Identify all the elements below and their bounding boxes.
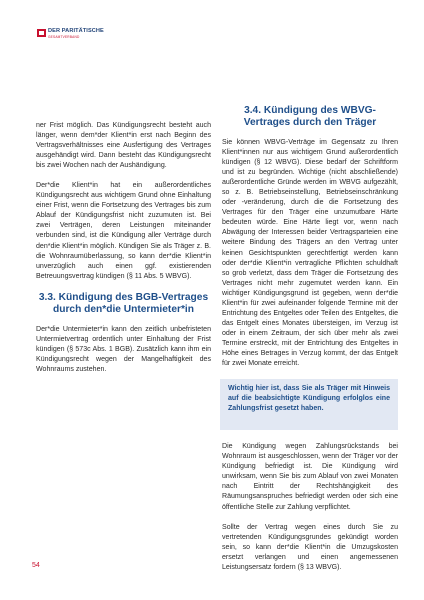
logo-name: DER PARITÄTISCHE: [48, 28, 104, 34]
body-paragraph: ner Frist möglich. Das Kündigungsrecht besteht auch länger, wenn dem*der Klient*in erst nach Beginn des Vertragsverhältnisses eine Ausfertigung des Vertrages ausgehändigt wird. Dann besteht das Kündigungsrecht bis zwei Wochen nach der Aushändigung.: [36, 122, 211, 170]
logo: [37, 28, 104, 39]
body-paragraph: Sollte der Vertrag wegen eines durch Sie zu vertretenden Kündigungsgrundes gekündigt worden sein, so kann der*die Klient*in die Umzugskosten ersetzt verlangen und einen angemessenen Leistungsersatz fordern (§ 13 WBVG).: [222, 523, 398, 571]
section-heading-3-4: 3.4. Kündigung des WBVG-Vertrages durch den Träger: [243, 105, 377, 128]
page-number: 54: [32, 562, 40, 569]
body-paragraph: Die Kündigung wegen Zahlungsrückstands bei Wohnraum ist ausgeschlossen, wenn der Träger vor der Kündigung befriedigt ist. Die Kündigung wird unwirksam, wenn Sie bis zum Ablauf von zwei Monaten nach Eintritt der Rechtshängigkeit des Räumungsanspruches befriedigt werden oder sich eine öffentliche Stelle zur Zahlung verpflichtet.: [222, 443, 398, 511]
body-paragraph: Der*die Klient*in hat ein außerordentliches Kündigungsrecht aus wichtigem Grund ohne Einhaltung einer Frist, wenn die Fortsetzung des Vertrages bis zum Ablauf der Kündigungsfrist nicht zuzumuten ist. Bei zwei Verträgen, deren Leistungen miteinander verbunden sind, ist die Kündigung aller Verträge durch den*die Klient*in möglich. Kündigen Sie als Träger z. B. die Wohnraumüberlassung, so kann der*die Klient*in unverzüglich auch einen ggf. existierenden Betreuungsvertrag kündigen (§ 11 Abs. 5 WBVG).: [36, 182, 211, 280]
right-column: [222, 105, 398, 583]
info-box: [220, 379, 398, 430]
body-paragraph: Sie können WBVG-Verträge im Gegensatz zu Ihren Klient*innen nur aus wichtigem Grund außerordentlich kündigen (§ 12 WBVG). Diese bedarf der Schriftform und ist zu begründen. Wichtige (nicht abschließende) außerordentliche Gründe werden im WBVG aufgezählt, so z. B. Betriebseinstellung, Betriebseinschränkung oder -veränderung, durch die die Fortsetzung des Vertrages für den Träger eine unzumutbare Härte bedeuten würde. Eine Härte liegt vor, wenn nach Abwägung der Interessen beider Vertragsparteien eine weitere Bindung des Trägers an den Vertrag unter keinen Gesichtspunkten gerechtfertigt werden kann oder der*die Klient*in vertragliche Pflichten schuldhaft so grob verletzt, dass dem Träger die Fortsetzung des Vertrages nicht mehr zugemutet werden kann. Ein wichtiger Kündigungsgrund ist gegeben, wenn der*die Klient*in für zwei aufeinander folgende Termine mit der Entrichtung des Entgeltes oder Teilen des Entgeltes, die das Entgelt eines Monates übersteigen, im Verzug ist oder in einem Zeitraum, der sich über mehr als zwei Termine erstreckt, mit der Entrichtung des Entgeltes in Höhe eines Betrages in Verzug kommt, der das Entgelt für zwei Monate erreicht.: [222, 139, 398, 368]
info-box-text: Wichtig hier ist, dass Sie als Träger mit Hinweis auf die beabsichtigte Kündigung erfolglos eine Zahlungsfrist gesetzt haben.: [228, 385, 390, 413]
logo-text: [48, 28, 104, 39]
body-paragraph: Der*die Untermieter*in kann den zeitlich unbefristeten Untermietvertrag ordentlich unter Einhaltung der Frist kündigen (§ 573c Abs. 1 BGB). Zusätzlich kann ihm ein Kündigungsrecht wegen der Mangelhaftigkeit des Wohnraums zustehen.: [36, 325, 211, 373]
left-column: [36, 121, 211, 385]
section-heading-3-3: 3.3. Kündigung des BGB-Vertrages durch den*die Untermieter*in: [38, 291, 209, 315]
logo-mark: [37, 29, 46, 37]
logo-subline: GESAMTVERBAND: [48, 34, 80, 39]
